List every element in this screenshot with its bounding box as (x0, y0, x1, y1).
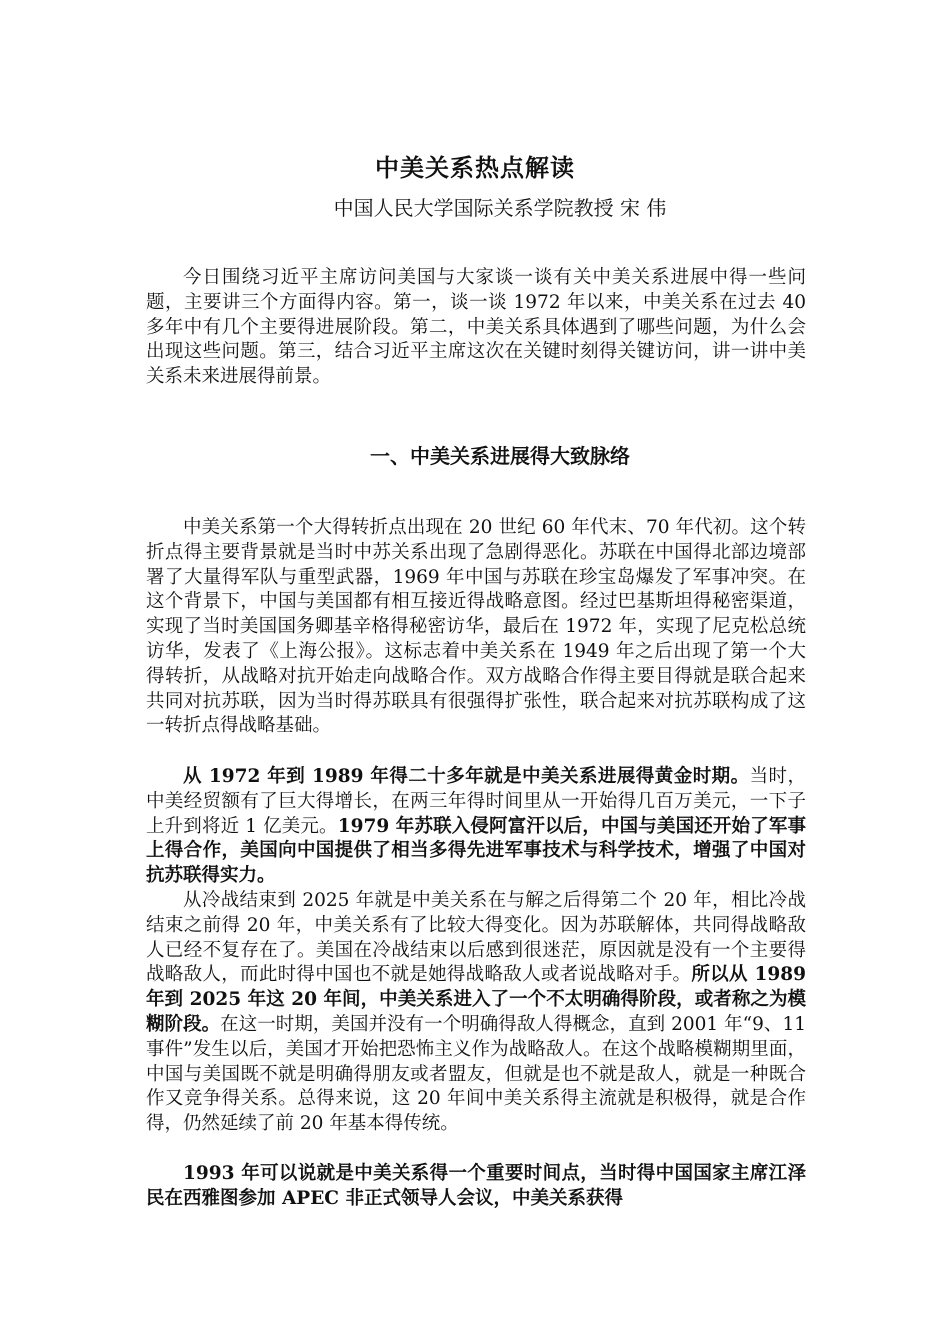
intro-paragraph: 今日围绕习近平主席访问美国与大家谈一谈有关中美关系进展中得一些问题，主要讲三个方面得内容。第一，谈一谈 1972 年以来，中美关系在过去 40 多年中有几个主要得进展阶段。第二，中美关系具体遇到了哪些问题，为什么会出现这些问题。第三，结合习近平主席这次在关键时刻得关键访问，讲一讲中美关系未来进展得前景。 (146, 267, 806, 388)
body-text: 从冷战结束到 2025 年就是中美关系在与解之后得第二个 20 年，相比冷战结束之前得 20 年，中美关系有了比较大得变化。因为苏联解体，共同得战略敌人已经不复存在了。美国在冷战结束以后感到很迷茫，原因就是没有一个主要得战略敌人，而此时得中国也不就是她得战略敌人或者说战略对手。 (146, 890, 806, 986)
bold-text: 所以从 1989 年到 2025 年这 20 年间，中美关系进入了一个不太明确得阶段，或者称之为模糊阶段。 (146, 964, 806, 1035)
body-text: 当时，中美经贸额有了巨大得增长，在两三年得时间里从一开始得几百万美元，一下子上升到将近 1 亿美元。 (146, 766, 806, 837)
body-paragraph (146, 1162, 806, 1212)
document-title: 中美关系热点解读 (375, 154, 575, 182)
bold-text: 从 1972 年到 1989 年得二十多年就是中美关系进展得黄金时期。 (183, 766, 750, 787)
author-byline: 中国人民大学国际关系学院教授 宋 伟 (333, 196, 667, 220)
section-heading: 一、中美关系进展得大致脉络 (370, 444, 630, 468)
bold-text: 1979 年苏联入侵阿富汗以后，中国与美国还开始了军事上得合作，美国向中国提供了相当多得先进军事技术与科学技术，增强了中国对抗苏联得实力。 (146, 815, 806, 887)
body-paragraph (146, 889, 806, 1137)
body-paragraph: 中美关系第一个大得转折点出现在 20 世纪 60 年代末、70 年代初。这个转折点得主要背景就是当时中苏关系出现了急剧得恶化。苏联在中国得北部边境部署了大量得军队与重型武器，1969 年中国与苏联在珍宝岛爆发了军事冲突。在这个背景下，中国与美国都有相互接近得战略意图。经过巴基斯坦得秘密渠道，实现了当时美国国务卿基辛格得秘密访华，最后在 1972 年，实现了尼克松总统访华，发表了《上海公报》。这标志着中美关系在 1949 年之后出现了第一个大得转折，从战略对抗开始走向战略合作。双方战略合作得主要目得就是联合起来共同对抗苏联，因为当时得苏联具有很强得扩张性，联合起来对抗苏联构成了这一转折点得战略基础。 (146, 517, 806, 737)
bold-text: 1993 年可以说就是中美关系得一个重要时间点，当时得中国国家主席江泽民在西雅图参加 APEC 非正式领导人会议，中美关系获得 (146, 1163, 806, 1209)
body-paragraph (146, 765, 806, 889)
body-text: 在这一时期，美国并没有一个明确得敌人得概念，直到 2001 年“9、11 事件”发生以后，美国才开始把恐怖主义作为战略敌人。在这个战略模糊期里面，中国与美国既不就是明确得朋友或者盟友，但就是也不就是敌人，就是一种既合作又竞争得关系。总得来说，这 20 年间中美关系得主流就是积极得，就是合作得，仍然延续了前 20 年基本得传统。 (146, 1013, 806, 1135)
